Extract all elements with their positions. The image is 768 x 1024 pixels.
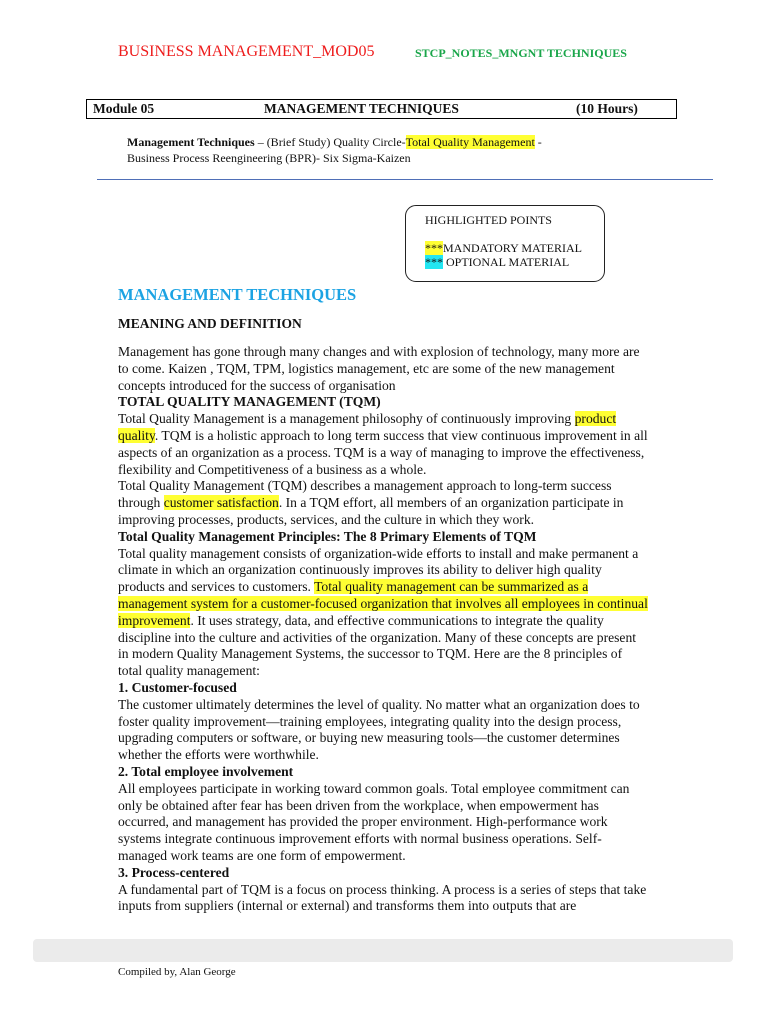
principle-2-heading: 2. Total employee involvement (118, 763, 294, 779)
legend-optional-label: OPTIONAL MATERIAL (443, 255, 570, 269)
divider-line (97, 179, 713, 180)
intro-paragraph: Management has gone through many changes and with explosion of technology, many more are to come. Kaizen , TQM, TPM, logistics management, etc are some of the new management concepts introduced for the success of organisation (118, 344, 640, 393)
tqm-p2-text-after: . In a TQM effort, all members of an organization participate in improving processes, products, services, and the culture in which they work. (118, 495, 624, 527)
module-title: MANAGEMENT TECHNIQUES (264, 101, 459, 116)
module-topics (127, 134, 687, 166)
principles-text-after: . It uses strategy, data, and effective communications to integrate the quality discipline into the culture and activities of the organization. Many of these concepts are present in modern Quality Management Systems, the successor to TQM. Here are the 8 principles of total quality management: (118, 612, 637, 679)
tqm-p2-text: Total Quality Management (TQM) describes a management approach to long-term success through (118, 478, 612, 511)
header-course-title: BUSINESS MANAGEMENT_MOD05 (118, 43, 375, 60)
principles-text: Total quality management consists of organization-wide efforts to install and make permanent a climate in which an organization continuously improves its ability to deliver high quality products and services to customers. (118, 545, 639, 595)
principle-1-heading: 1. Customer-focused (118, 679, 237, 695)
legend-mandatory-marker: *** (425, 241, 443, 255)
tqm-p1-text-after: . TQM is a holistic approach to long term success that view continuous improvement in all aspects of an organization as a process. TQM is a way of managing to improve the effectiveness, flexibility and Competitiveness of a business as a whole. (118, 427, 648, 477)
highlight-legend (405, 205, 605, 282)
topics-line2: Business Process Reengineering (BPR)- Six Sigma-Kaizen (127, 151, 411, 165)
tqm-p2-highlight: customer satisfaction (163, 495, 279, 511)
topics-highlight: Total Quality Management (405, 135, 535, 149)
footer-bar (33, 939, 733, 962)
principles-heading: Total Quality Management Principles: The 8 Primary Elements of TQM (118, 528, 537, 544)
module-number: Module 05 (93, 101, 155, 116)
footer-credit: Compiled by, Alan George (118, 966, 236, 978)
tqm-paragraph-2 (118, 478, 648, 528)
tqm-p1-highlight: product quality (118, 411, 617, 443)
module-box (86, 99, 677, 119)
legend-mandatory (425, 241, 582, 255)
principle-2-text: All employees participate in working toward common goals. Total employee commitment can only be obtained after fear has been driven from the workplace, when empowerment has occurred, and management has provided the proper environment. High-performance work systems integrate continuous improvement efforts with normal business operations. Self-managed work teams are one form of empowerment. (118, 780, 630, 863)
module-hours: (10 Hours) (576, 101, 638, 116)
tqm-p1-text: Total Quality Management is a management philosophy of continuously improving (118, 411, 575, 427)
principles-highlight: Total quality management can be summarized as a management system for a customer-focused organization that involves all employees in continual improvement (118, 579, 648, 628)
principle-3-heading: 3. Process-centered (118, 864, 230, 880)
topics-text-after: - (534, 135, 542, 149)
legend-optional (425, 255, 569, 269)
principle-1-text: The customer ultimately determines the level of quality. No matter what an organization does to foster quality improvement—training employees, integrating quality into the design process, upgrading computers or software, or buying new measuring tools—the customer determines whether the efforts were worthwhile. (118, 696, 640, 763)
legend-optional-marker: *** (425, 255, 443, 269)
topics-lead: Management Techniques (127, 135, 255, 149)
tqm-heading: TOTAL QUALITY MANAGEMENT (TQM) (118, 394, 381, 410)
subtitle: MEANING AND DEFINITION (118, 316, 302, 331)
tqm-paragraph-1 (118, 411, 648, 478)
legend-title: HIGHLIGHTED POINTS (425, 213, 552, 227)
legend-mandatory-label: MANDATORY MATERIAL (443, 241, 583, 255)
principles-paragraph (118, 546, 648, 680)
section-title: MANAGEMENT TECHNIQUES (118, 285, 357, 304)
topics-text: – (Brief Study) Quality Circle- (254, 135, 406, 149)
document-body (118, 344, 648, 915)
principle-3-text: A fundamental part of TQM is a focus on process thinking. A process is a series of steps that take inputs from suppliers (internal or external) and transforms them into outputs that are (118, 881, 647, 914)
header-notes-title: STCP_NOTES_MNGNT TECHNIQUES (415, 46, 627, 60)
